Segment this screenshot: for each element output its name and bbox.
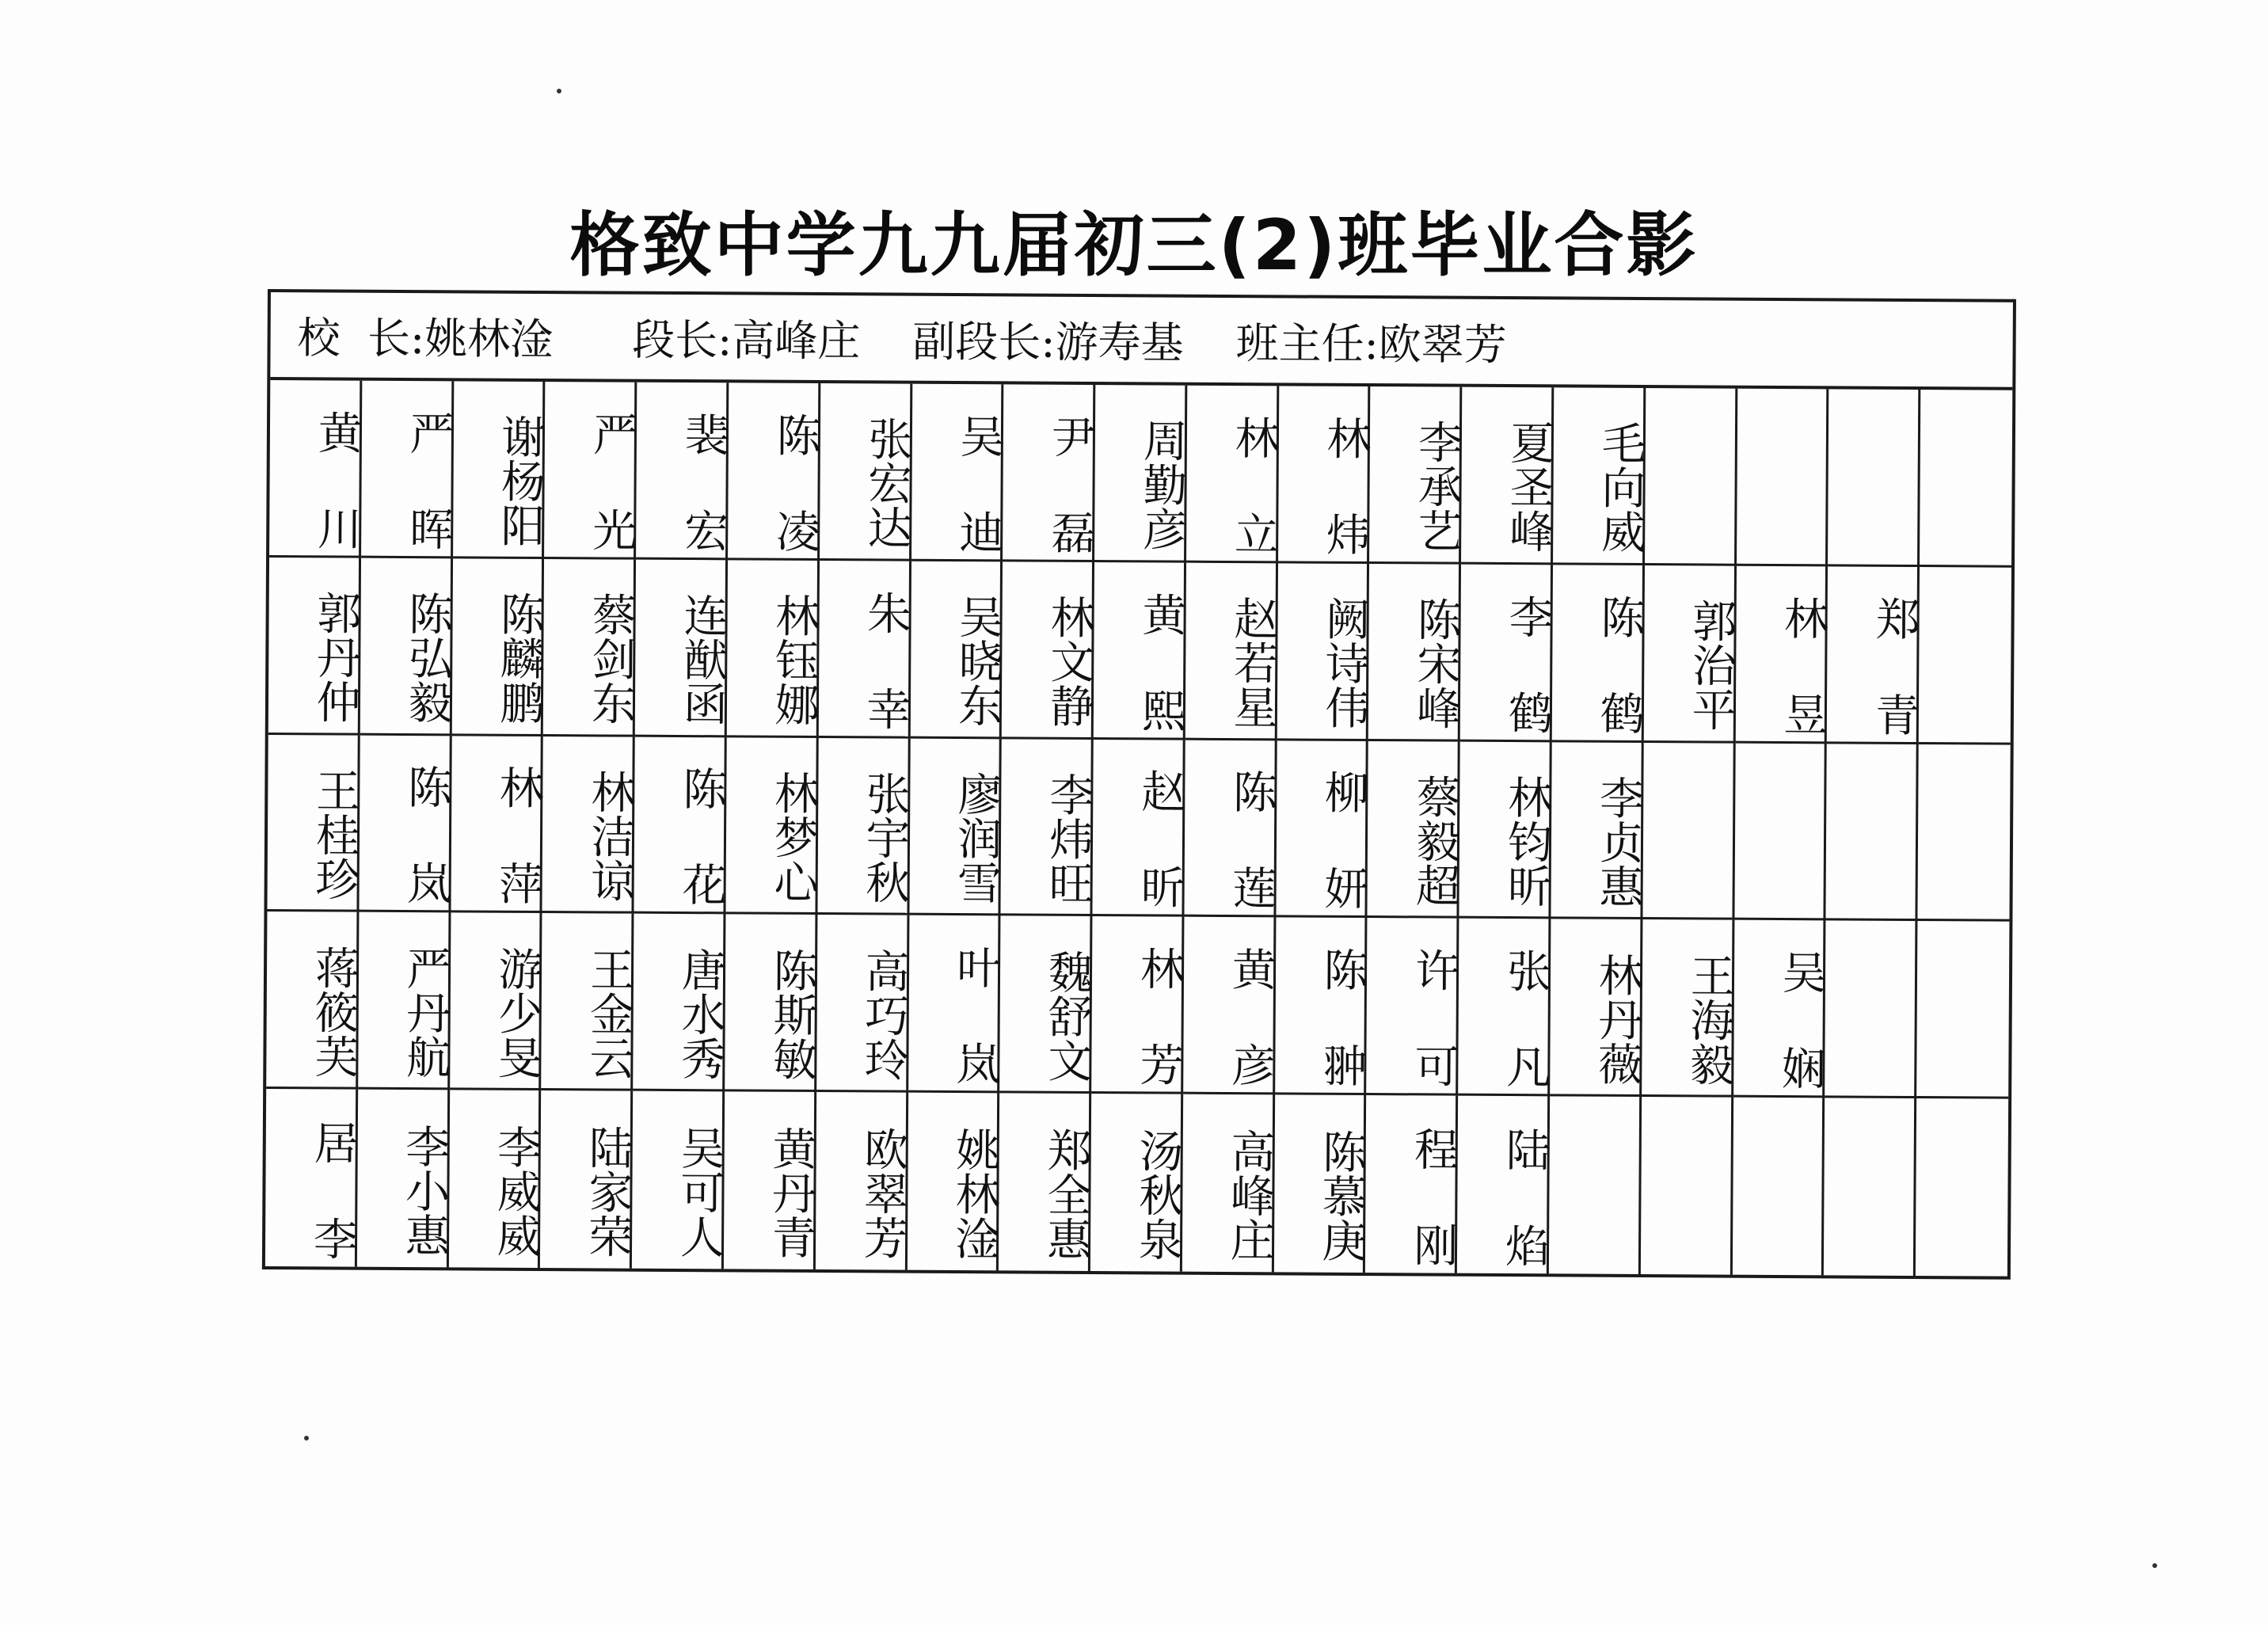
empty-cell xyxy=(1916,921,2009,1098)
student-name-cell: 汤秋泉 xyxy=(1090,1094,1183,1271)
student-name-cell: 吴 迪 xyxy=(911,384,1004,561)
scan-speck xyxy=(304,1436,309,1440)
student-name-cell: 欧翠芳 xyxy=(816,1092,908,1269)
student-name-cell: 周勤彦 xyxy=(1094,385,1187,562)
section-head-label: 段长:高峰庄 xyxy=(631,314,861,367)
student-name-cell: 赵若星 xyxy=(1185,562,1278,740)
student-name-cell: 林 昱 xyxy=(1735,565,1828,743)
student-name-cell: 严丹航 xyxy=(358,912,451,1090)
student-name-grid xyxy=(265,380,2012,1277)
student-name-cell: 张 凡 xyxy=(1458,919,1551,1096)
empty-cell xyxy=(1825,921,1918,1098)
student-name-cell: 唐水秀 xyxy=(633,914,725,1091)
student-name-cell: 蒋筱芙 xyxy=(266,911,359,1089)
student-name-cell: 吴晓东 xyxy=(910,561,1003,738)
student-name-cell: 李贞惠 xyxy=(1551,742,1643,919)
student-name-cell: 李承艺 xyxy=(1369,386,1462,564)
student-name-cell: 连猷函 xyxy=(635,559,728,736)
deputy-section-head-label: 副段长:游寿基 xyxy=(912,316,1184,368)
student-name-cell: 黄丹青 xyxy=(724,1092,816,1269)
empty-cell xyxy=(1824,1098,1916,1276)
staff-header-row xyxy=(270,292,2013,390)
empty-cell xyxy=(1920,390,2012,567)
student-name-cell: 李 鹤 xyxy=(1460,564,1553,741)
student-name-cell: 陈斯敏 xyxy=(725,915,817,1092)
student-name-cell: 林钰娜 xyxy=(727,560,820,737)
student-name-cell: 陈麟鹏 xyxy=(451,558,544,736)
empty-cell xyxy=(1732,1098,1825,1275)
student-name-cell: 郑全惠 xyxy=(999,1094,1091,1271)
student-name-cell: 张宇秋 xyxy=(817,738,910,915)
student-name-cell: 王桂珍 xyxy=(267,735,360,912)
student-name-cell: 蔡毅超 xyxy=(1368,741,1460,919)
student-name-cell: 陈 翀 xyxy=(1275,918,1368,1095)
student-name-cell: 陆家荣 xyxy=(540,1090,633,1268)
student-name-cell: 蔡剑东 xyxy=(543,559,636,736)
student-name-cell: 黄 熙 xyxy=(1094,562,1186,740)
empty-cell xyxy=(1828,389,1920,566)
student-name-cell: 裴 宏 xyxy=(636,382,729,560)
empty-cell xyxy=(1919,567,2011,744)
student-name-cell: 李炜旺 xyxy=(1001,739,1094,916)
student-name-cell: 陈 花 xyxy=(634,736,727,914)
student-name-cell: 吴 娴 xyxy=(1733,920,1826,1098)
empty-cell xyxy=(1549,1097,1642,1274)
student-name-cell: 李小惠 xyxy=(357,1090,450,1267)
student-name-cell: 严 晖 xyxy=(361,381,454,558)
empty-cell xyxy=(1918,744,2011,922)
student-name-cell: 吴可人 xyxy=(632,1091,725,1269)
student-name-cell: 郭丹仲 xyxy=(268,558,361,735)
student-name-cell: 郭治平 xyxy=(1644,565,1737,743)
student-name-cell: 柳 妍 xyxy=(1276,740,1368,918)
student-name-cell: 程 刚 xyxy=(1365,1095,1458,1273)
student-name-cell: 林 芳 xyxy=(1091,916,1184,1094)
student-name-cell: 阙诗伟 xyxy=(1277,563,1369,740)
student-name-cell: 廖润雪 xyxy=(909,738,1002,915)
student-name-cell: 林 萍 xyxy=(451,736,543,913)
student-name-cell: 陈 岚 xyxy=(359,735,451,912)
empty-cell xyxy=(1642,743,1735,920)
empty-cell xyxy=(1734,743,1827,920)
student-name-cell: 谢杨阳 xyxy=(453,381,546,558)
empty-cell xyxy=(1645,388,1737,565)
student-name-cell: 游少旻 xyxy=(450,913,542,1090)
student-name-cell: 陈弘毅 xyxy=(360,558,453,735)
student-name-cell: 居 李 xyxy=(265,1089,358,1266)
student-name-cell: 叶 岚 xyxy=(908,915,1001,1093)
student-name-cell: 许 可 xyxy=(1367,918,1459,1095)
principal-label: 校 长:姚林淦 xyxy=(297,313,554,365)
student-name-cell: 高峰庄 xyxy=(1182,1094,1275,1272)
student-name-cell: 黄 川 xyxy=(269,380,362,558)
student-name-cell: 张宏达 xyxy=(820,383,912,561)
student-name-cell: 王金云 xyxy=(542,913,634,1090)
class-teacher-label: 班主任:欧翠芳 xyxy=(1235,318,1507,371)
student-name-cell: 高巧玲 xyxy=(816,915,909,1092)
student-name-cell: 魏舒文 xyxy=(999,916,1092,1094)
student-name-cell: 陆 焰 xyxy=(1457,1096,1550,1273)
empty-cell xyxy=(1641,1097,1733,1274)
scan-speck xyxy=(2152,1563,2157,1568)
student-name-cell: 赵 昕 xyxy=(1093,740,1185,917)
student-name-cell: 林梦心 xyxy=(725,737,818,915)
student-name-cell: 严 光 xyxy=(544,382,637,559)
student-name-cell: 毛向威 xyxy=(1553,387,1646,565)
student-name-cell: 黄 彦 xyxy=(1183,917,1276,1094)
student-name-cell: 尹 磊 xyxy=(1003,384,1095,561)
student-name-cell: 林丹薇 xyxy=(1550,919,1642,1097)
student-name-cell: 林 立 xyxy=(1186,386,1279,563)
student-name-cell: 林 炜 xyxy=(1278,386,1371,563)
student-name-cell: 林文静 xyxy=(1002,561,1094,739)
student-name-cell: 夏圣峰 xyxy=(1461,387,1554,565)
student-name-cell: 陈 莲 xyxy=(1184,740,1277,917)
empty-cell xyxy=(1826,744,1919,921)
student-name-cell: 朱 幸 xyxy=(818,561,911,738)
student-name-cell: 陈宋峰 xyxy=(1368,564,1461,741)
roster-table xyxy=(262,289,2016,1280)
scan-speck xyxy=(557,89,561,93)
student-name-cell: 林钧昕 xyxy=(1459,741,1552,919)
student-name-cell: 李威威 xyxy=(448,1090,541,1268)
empty-cell xyxy=(1737,389,1829,566)
empty-cell xyxy=(1916,1098,2008,1276)
student-name-cell: 陈慕庚 xyxy=(1274,1095,1367,1273)
student-name-cell: 姚林淦 xyxy=(907,1093,999,1270)
student-name-cell: 林洁谅 xyxy=(542,736,635,914)
student-name-cell: 郑 青 xyxy=(1827,566,1920,744)
student-name-cell: 陈 凌 xyxy=(728,382,820,560)
document-title: 格致中学九九届初三(2)班毕业合影 xyxy=(569,204,1699,286)
student-name-cell: 王海毅 xyxy=(1642,919,1734,1097)
student-name-cell: 陈 鹤 xyxy=(1552,565,1645,742)
